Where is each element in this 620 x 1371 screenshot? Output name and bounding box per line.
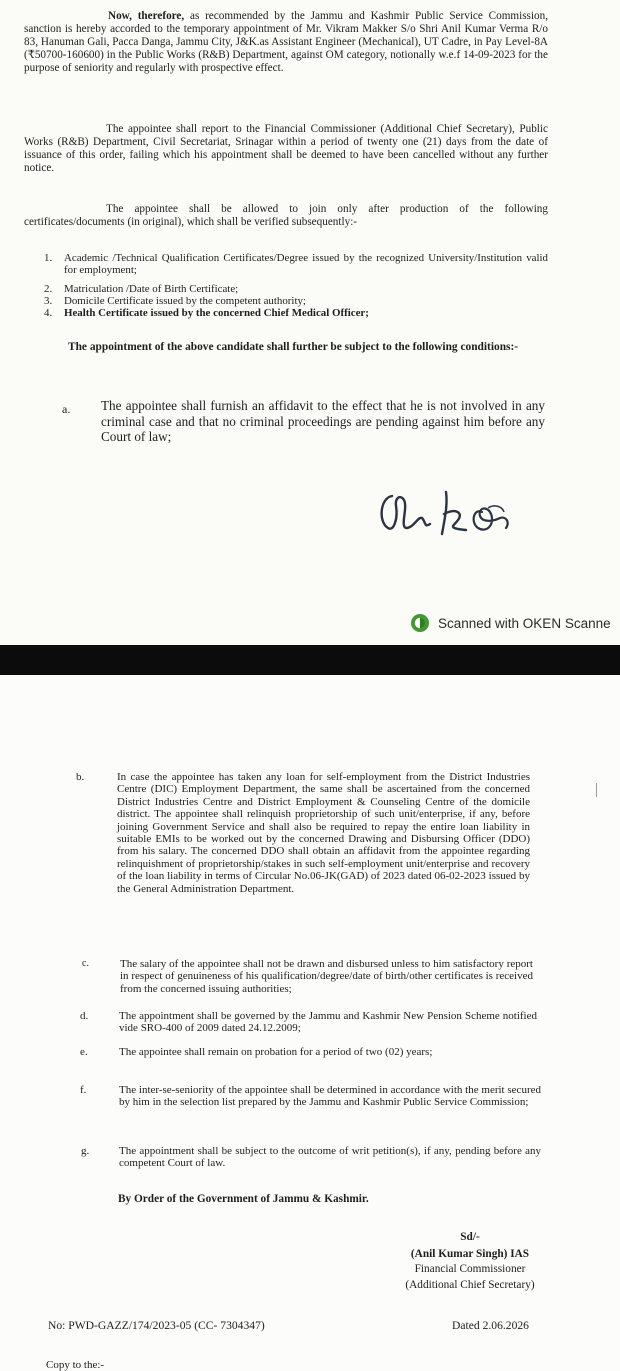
condition-d-text: The appointment shall be governed by the Jammu and Kashmir New Pension Scheme notified vide SRO-400 of 2009 dated 24.12.2009; [119, 1010, 537, 1035]
signature [370, 478, 530, 548]
signatory-designation-secondary: (Additional Chief Secretary) [405, 1279, 535, 1291]
condition-letter: b. [76, 771, 85, 783]
condition-b-text: In case the appointee has taken any loan for self-employment from the District Industries Centre (DIC) Employment Department, the same shall be ascertained from the concerned District Industries Centre and District Employment & Counseling Centre of the domicile district. The appointee shall relinquish proprietorship of such unit/enterprise, if any, before joining Government Service and shall also be required to repay the entire loan liability in suitable EMIs to be worked out by the concerned Drawing and Disbursing Officer (DDO) from his salary. The concerned DDO shall obtain an affidavit from the appointee regarding relinquishment of proprietorship/stakes in such self-employment unit/enterprise and recovery of the loan liability in terms of Circular No.06-JK(GAD) of 2023 dated 06-02-2023 issued by the General Administration Department. [117, 771, 530, 895]
condition-letter: g. [81, 1145, 90, 1157]
list-item-number: 4. [44, 307, 53, 319]
list-item-text: Matriculation /Date of Birth Certificate; [64, 283, 239, 295]
order-number: No: PWD-GAZZ/174/2023-05 (CC- 7304347) [48, 1319, 265, 1332]
condition-e-text: The appointee shall remain on probation for a period of two (02) years; [119, 1046, 433, 1058]
signatory-name: (Anil Kumar Singh) IAS [410, 1248, 530, 1260]
condition-f-text: The inter-se-seniority of the appointee shall be determined in accordance with the merit secured by him in the selection list prepared by the Jammu and Kashmir Public Service Commission; [119, 1084, 541, 1109]
join-paragraph: The appointee shall be allowed to join only after production of the following certificates/documents (in original), which shall be verified subsequently:- [24, 203, 548, 228]
scanner-logo-icon [410, 613, 430, 633]
scanner-watermark [410, 612, 611, 634]
list-item-number: 1. [44, 252, 53, 264]
copy-to-line: Copy to the:- [46, 1359, 105, 1371]
condition-letter: f. [80, 1084, 87, 1096]
list-item-text: Health Certificate issued by the concerned Chief Medical Officer; [64, 307, 369, 319]
condition-a-text: The appointee shall furnish an affidavit to the effect that he is not involved in any criminal case and that no criminal proceedings are pending against him before any Court of law; [101, 398, 545, 444]
list-item-number: 3. [44, 295, 53, 307]
document-page-2 [0, 675, 620, 1371]
condition-letter: c. [82, 958, 89, 969]
condition-c-text: The salary of the appointee shall not be drawn and disbursed unless to him satisfactory report in respect of genuineness of his qualification/degree/date of birth/other certificates is received from the concerned issuing authorities; [120, 958, 533, 995]
scan-mark [596, 783, 597, 797]
dated-line [452, 1319, 592, 1332]
conditions-heading: The appointment of the above candidate shall further be subject to the following conditions:- [68, 341, 519, 353]
sanction-lead: Now, therefore, [108, 10, 185, 22]
document-page-1 [0, 0, 620, 645]
by-order-line: By Order of the Government of Jammu & Kashmir. [118, 1193, 369, 1205]
condition-g-text: The appointment shall be subject to the outcome of writ petition(s), if any, pending before any competent Court of law. [119, 1145, 541, 1170]
sd-mark: Sd/- [460, 1231, 480, 1243]
list-item-text: Domicile Certificate issued by the competent authority; [64, 295, 306, 307]
report-paragraph: The appointee shall report to the Financial Commissioner (Additional Chief Secretary), Public Works (R&B) Department, Civil Secretariat, Srinagar within a period of twenty one (21) days from the date of issuance of this order, failing which his appointment shall be deemed to have been cancelled without any further notice. [24, 123, 548, 174]
page-divider [0, 645, 620, 675]
sanction-paragraph [24, 10, 548, 75]
dated-label: Dated [452, 1319, 480, 1332]
signatory-designation: Financial Commissioner [414, 1263, 526, 1275]
condition-letter: a. [62, 402, 71, 416]
condition-letter: d. [80, 1010, 89, 1022]
condition-letter: e. [80, 1046, 88, 1058]
sanction-body: as recommended by the Jammu and Kashmir Public Service Commission, sanction is hereby accorded to the temporary appointment of Mr. Vikram Makker S/o Shri Anil Kumar Verma R/o 83, Hanuman Gali, Pacca Danga, Jammu City, J&K.as Assistant Engineer (Mechanical), UT Cadre, in Pay Level-8A (₹50700-160600) in the Public Works (R&B) Department, against OM category, notionally w.e.f 14-09-2023 for the purpose of seniority and regularly with prospective effect. [24, 10, 549, 74]
scanner-watermark-text: Scanned with OKEN Scanne [438, 615, 611, 631]
dated-value: 2.06.2026 [482, 1319, 529, 1332]
list-item-number: 2. [44, 283, 53, 295]
list-item-text: Academic /Technical Qualification Certificates/Degree issued by the recognized University/Institution valid for employment; [64, 252, 548, 276]
